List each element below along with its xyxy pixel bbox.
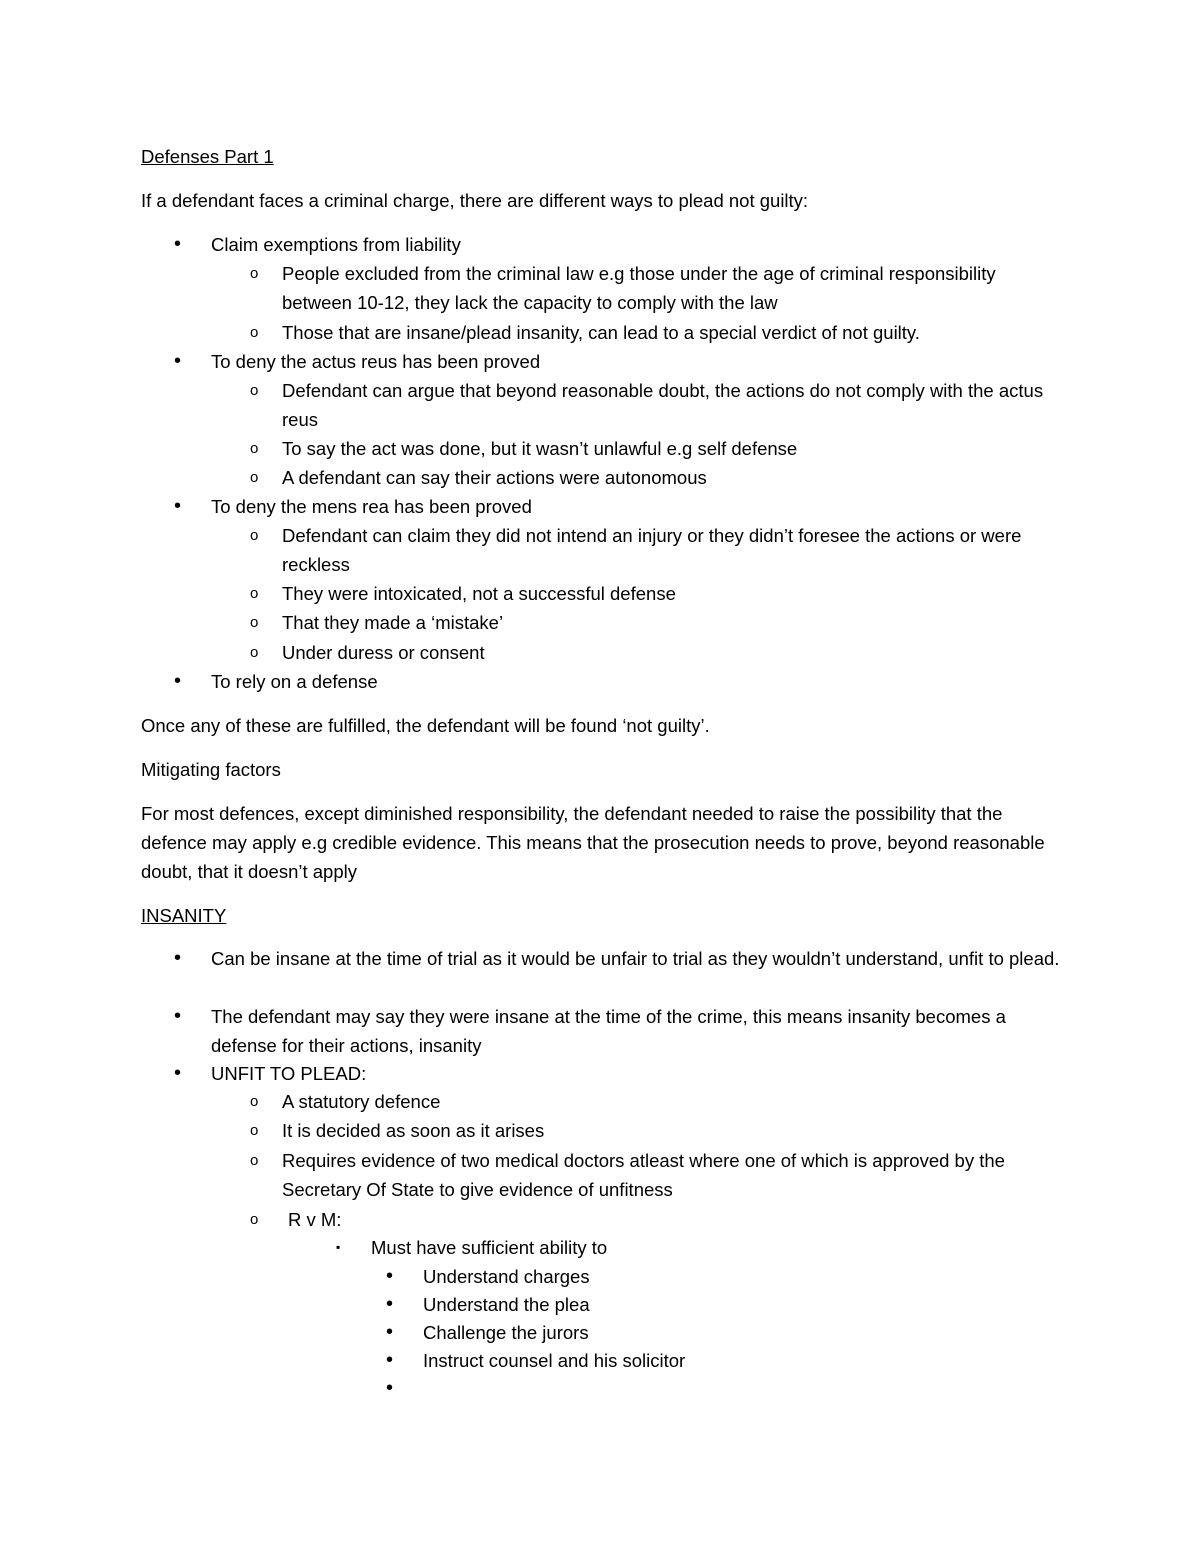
sub-list-item: A defendant can say their actions were autonomous	[282, 467, 707, 488]
bullet-icon: •	[386, 1349, 394, 1371]
list-item: To rely on a defense	[211, 671, 378, 692]
bullet-icon: •	[174, 495, 182, 517]
bullet-icon: •	[386, 1321, 394, 1343]
bullet-icon: •	[386, 1293, 394, 1315]
sub-list-item: To say the act was done, but it wasn’t unlawful e.g self defense	[282, 438, 798, 459]
sub-list-item: It is decided as soon as it arises	[282, 1120, 545, 1141]
circle-bullet-icon: o	[250, 469, 259, 486]
circle-bullet-icon: o	[250, 440, 259, 457]
bullet-icon: •	[174, 670, 182, 692]
list-item: Can be insane at the time of trial as it would be unfair to trial as they wouldn’t understand, unfit to plead.	[211, 948, 1060, 969]
intro-paragraph: If a defendant faces a criminal charge, there are different ways to plead not guilty:	[141, 190, 809, 211]
circle-bullet-icon: o	[250, 1122, 259, 1139]
nested-list-item: Challenge the jurors	[423, 1322, 589, 1343]
nested-list-item: Instruct counsel and his solicitor	[423, 1350, 686, 1371]
square-bullet-icon: ▪	[336, 1240, 341, 1254]
page-title: Defenses Part 1	[141, 146, 274, 167]
sub-list-item: Defendant can argue that beyond reasonable doubt, the actions do not comply with the actus reus	[282, 380, 1044, 430]
sub-list-item: A statutory defence	[282, 1091, 441, 1112]
list-item: To deny the mens rea has been proved	[211, 496, 532, 517]
sub-list-item: Under duress or consent	[282, 642, 485, 663]
circle-bullet-icon: o	[250, 265, 259, 282]
sub-sub-list-item: Must have sufficient ability to	[371, 1237, 608, 1258]
bullet-icon: •	[174, 233, 182, 255]
circle-bullet-icon: o	[250, 527, 259, 544]
conclusion-paragraph: Once any of these are fulfilled, the defendant will be found ‘not guilty’.	[141, 715, 710, 736]
circle-bullet-icon: o	[250, 1211, 259, 1228]
nested-list-item: Understand the plea	[423, 1294, 590, 1315]
circle-bullet-icon: o	[250, 614, 259, 631]
circle-bullet-icon: o	[250, 1093, 259, 1110]
mitigating-paragraph: For most defences, except diminished responsibility, the defendant needed to raise the possibility that the defence may apply e.g credible evidence. This means that the prosecution needs to prove, beyond reasonable doubt, that it doesn’t apply	[141, 803, 1045, 882]
list-item: The defendant may say they were insane at the time of the crime, this means insanity becomes a defense for their actions, insanity	[211, 1006, 1006, 1056]
bullet-icon: •	[174, 350, 182, 372]
circle-bullet-icon: o	[250, 644, 259, 661]
sub-list-item: Requires evidence of two medical doctors atleast where one of which is approved by the Secretary Of State to give evidence of unfitness	[282, 1150, 1005, 1200]
sub-list-item: Those that are insane/plead insanity, can lead to a special verdict of not guilty.	[282, 322, 920, 343]
circle-bullet-icon: o	[250, 382, 259, 399]
bullet-icon: •	[174, 1062, 182, 1084]
sub-list-item: Defendant can claim they did not intend an injury or they didn’t foresee the actions or were reckless	[282, 525, 1022, 575]
nested-list-item: Understand charges	[423, 1266, 590, 1287]
sub-list-item: People excluded from the criminal law e.g those under the age of criminal responsibility between 10-12, they lack the capacity to comply with the law	[282, 263, 996, 313]
list-item: UNFIT TO PLEAD:	[211, 1063, 367, 1084]
circle-bullet-icon: o	[250, 585, 259, 602]
sub-list-item: That they made a ‘mistake’	[282, 612, 504, 633]
circle-bullet-icon: o	[250, 324, 259, 341]
sub-list-item: They were intoxicated, not a successful defense	[282, 583, 676, 604]
bullet-icon: •	[386, 1265, 394, 1287]
circle-bullet-icon: o	[250, 1152, 259, 1169]
list-item: Claim exemptions from liability	[211, 234, 461, 255]
mitigating-heading: Mitigating factors	[141, 759, 281, 780]
sub-list-item: R v M:	[288, 1209, 342, 1230]
bullet-icon: •	[174, 947, 182, 969]
list-item: To deny the actus reus has been proved	[211, 351, 541, 372]
bullet-icon: •	[386, 1377, 394, 1399]
insanity-heading: INSANITY	[141, 905, 227, 926]
bullet-icon: •	[174, 1005, 182, 1027]
